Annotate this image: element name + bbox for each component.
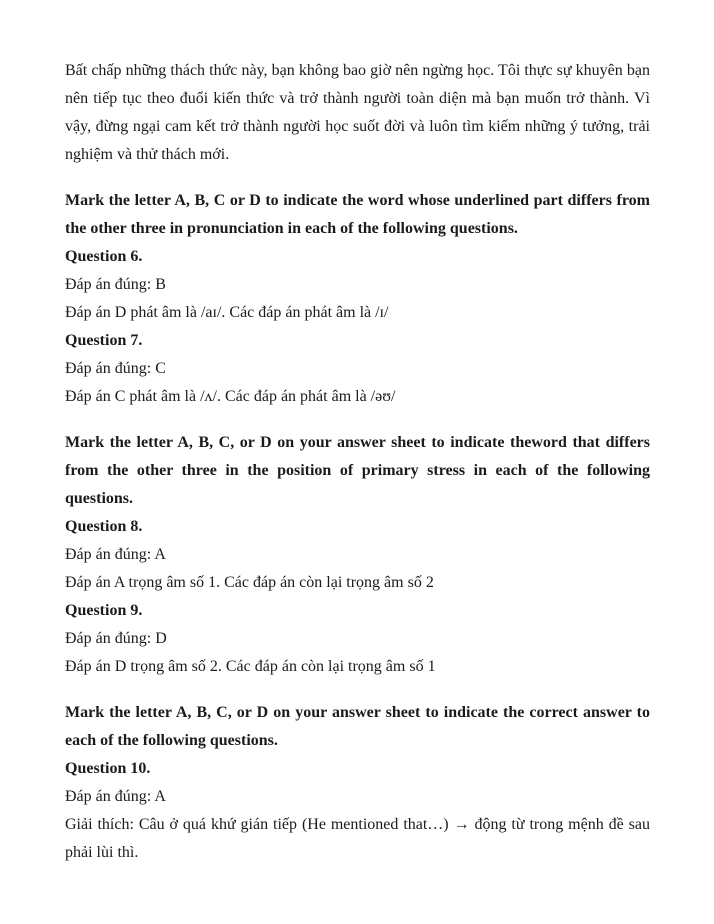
explanation-line: Đáp án C phát âm là /ʌ/. Các đáp án phát âm là /əʊ/ (65, 388, 396, 405)
answer-line: Đáp án đúng: D (65, 630, 167, 647)
answer-line: Đáp án đúng: A (65, 788, 166, 805)
question-label: Question 6. (65, 248, 143, 265)
section-heading: Mark the letter A, B, C, or D on your answer sheet to indicate the correct answer to each of the following questions. (65, 704, 650, 749)
explanation-line: Đáp án D trọng âm số 2. Các đáp án còn lại trọng âm số 1 (65, 658, 436, 675)
paragraph-spacer (65, 169, 650, 187)
question-label: Question 10. (65, 760, 151, 777)
answer-line: Đáp án đúng: A (65, 546, 166, 563)
paragraph-spacer (65, 681, 650, 699)
section-heading: Mark the letter A, B, C, or D on your answer sheet to indicate theword that differs from the other three in the position of primary stress in each of the following questions. (65, 434, 650, 507)
answer-line: Đáp án đúng: C (65, 360, 166, 377)
question-label: Question 8. (65, 518, 143, 535)
section-stress (65, 429, 650, 681)
section-correct-answer (65, 699, 650, 867)
paragraph-spacer (65, 411, 650, 429)
section-pronunciation (65, 187, 650, 411)
question-label: Question 9. (65, 602, 143, 619)
explanation-line: Giải thích: Câu ở quá khứ gián tiếp (He mentioned that…) → động từ trong mệnh đề sau phải lùi thì. (65, 816, 650, 861)
answer-line: Đáp án đúng: B (65, 276, 166, 293)
question-label: Question 7. (65, 332, 143, 349)
explanation-line: Đáp án A trọng âm số 1. Các đáp án còn lại trọng âm số 2 (65, 574, 434, 591)
explanation-line: Đáp án D phát âm là /aɪ/. Các đáp án phát âm là /ɪ/ (65, 304, 389, 321)
section-heading: Mark the letter A, B, C or D to indicate the word whose underlined part differs from the other three in pronunciation in each of the following questions. (65, 192, 650, 237)
intro-paragraph: Bất chấp những thách thức này, bạn không bao giờ nên ngừng học. Tôi thực sự khuyên bạn nên tiếp tục theo đuổi kiến thức và trở thành người toàn diện mà bạn muốn trở thành. Vì vậy, đừng ngại cam kết trở thành người học suốt đời và luôn tìm kiếm những ý tưởng, trải nghiệm và thử thách mới. (65, 62, 650, 163)
